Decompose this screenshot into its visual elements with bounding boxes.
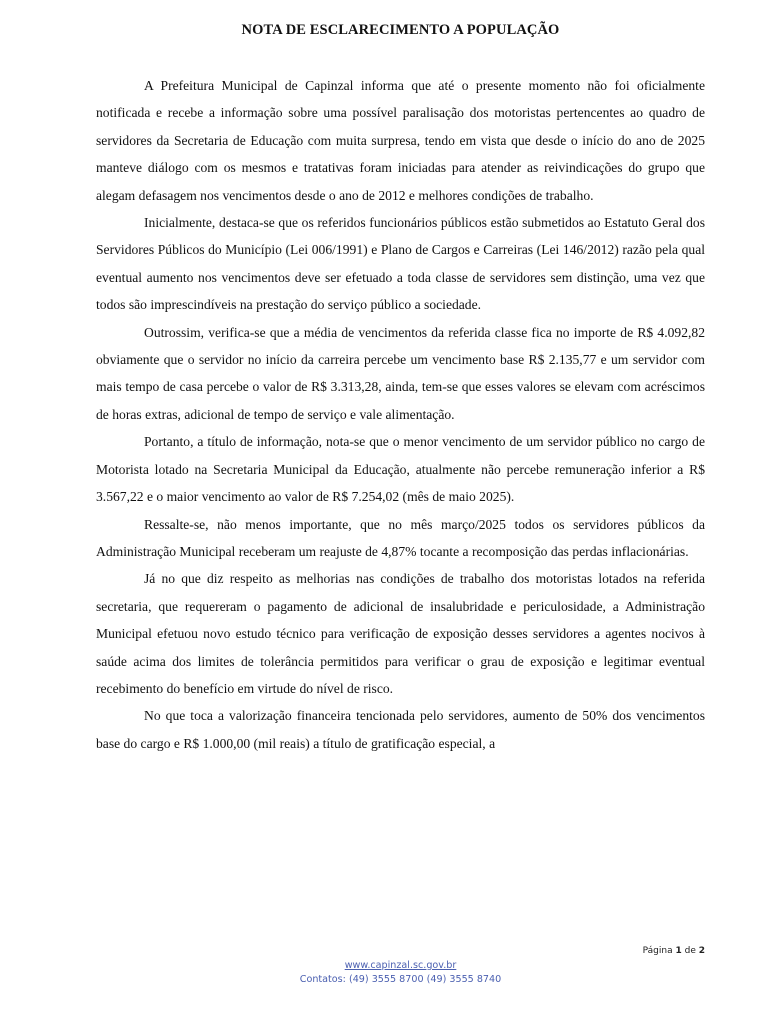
page-footer [0,959,761,987]
paragraph-1: A Prefeitura Municipal de Capinzal informa que até o presente momento não foi oficialmente notificada e recebe a informação sobre uma possível paralisação dos motoristas pertencentes ao quadro de servidores da Secretaria de Educação com muita surpresa, tendo em vista que desde o início do ano de 2025 manteve diálogo com os mesmos e tratativas foram iniciadas para atender as reivindicações do grupo que alegam defasagem nos vencimentos desde o ano de 2012 e melhores condições de trabalho. [96,78,705,203]
document-title: NOTA DE ESCLARECIMENTO A POPULAÇÃO [241,22,560,38]
paragraph-5: Ressalte-se, não menos importante, que no mês março/2025 todos os servidores públicos da Administração Municipal receberam um reajuste de 4,87% tocante a recomposição das perdas inflacionárias. [96,516,705,559]
page-number-separator: de [684,946,696,956]
paragraph-7: No que toca a valorização financeira tencionada pelo servidores, aumento de 50% dos vencimentos base do cargo e R$ 1.000,00 (mil reais) a título de gratificação especial, a [96,708,705,751]
paragraph-2: Inicialmente, destaca-se que os referidos funcionários públicos estão submetidos ao Estatuto Geral dos Servidores Públicos do Município (Lei 006/1991) e Plano de Cargos e Carreiras (Lei 146/2012) razão pela qual eventual aumento nos vencimentos deve ser efetuado a toda classe de servidores sem distinção, uma vez que todos são imprescindíveis na prestação do serviço público a sociedade. [96,215,705,313]
paragraph-4: Portanto, a título de informação, nota-se que o menor vencimento de um servidor público no cargo de Motorista lotado na Secretaria Municipal da Educação, atualmente não percebe remuneração inferior a R$ 3.567,22 e o maior vencimento ao valor de R$ 7.254,02 (mês de maio 2025). [96,434,705,505]
paragraph-6: Já no que diz respeito as melhorias nas condições de trabalho dos motoristas lotados na referida secretaria, que requereram o pagamento de adicional de insalubridade e periculosidade, a Administração Municipal efetuou novo estudo técnico para verificação de exposição desses servidores a agentes nocivos à saúde acima dos limites de tolerância permitidos para verificar o grau de exposição e legitimar eventual recebimento do benefício em virtude do nível de risco. [96,571,705,696]
page-number-prefix: Página [642,946,673,956]
website-link[interactable]: www.capinzal.sc.gov.br [344,960,457,971]
page-number-total: 2 [698,946,705,956]
document-body [96,72,705,757]
page-number [643,946,705,956]
footer-contacts: Contatos: (49) 3555 8700 (49) 3555 8740 [299,974,502,985]
paragraph-3: Outrossim, verifica-se que a média de vencimentos da referida classe fica no importe de R$ 4.092,82 obviamente que o servidor no início da carreira percebe um vencimento base R$ 2.135,77 e um servidor com mais tempo de casa percebe o valor de R$ 3.313,28, ainda, tem-se que esses valores se elevam com acréscimos de horas extras, adicional de tempo de serviço e vale alimentação. [96,324,705,422]
page-number-current: 1 [675,946,682,956]
